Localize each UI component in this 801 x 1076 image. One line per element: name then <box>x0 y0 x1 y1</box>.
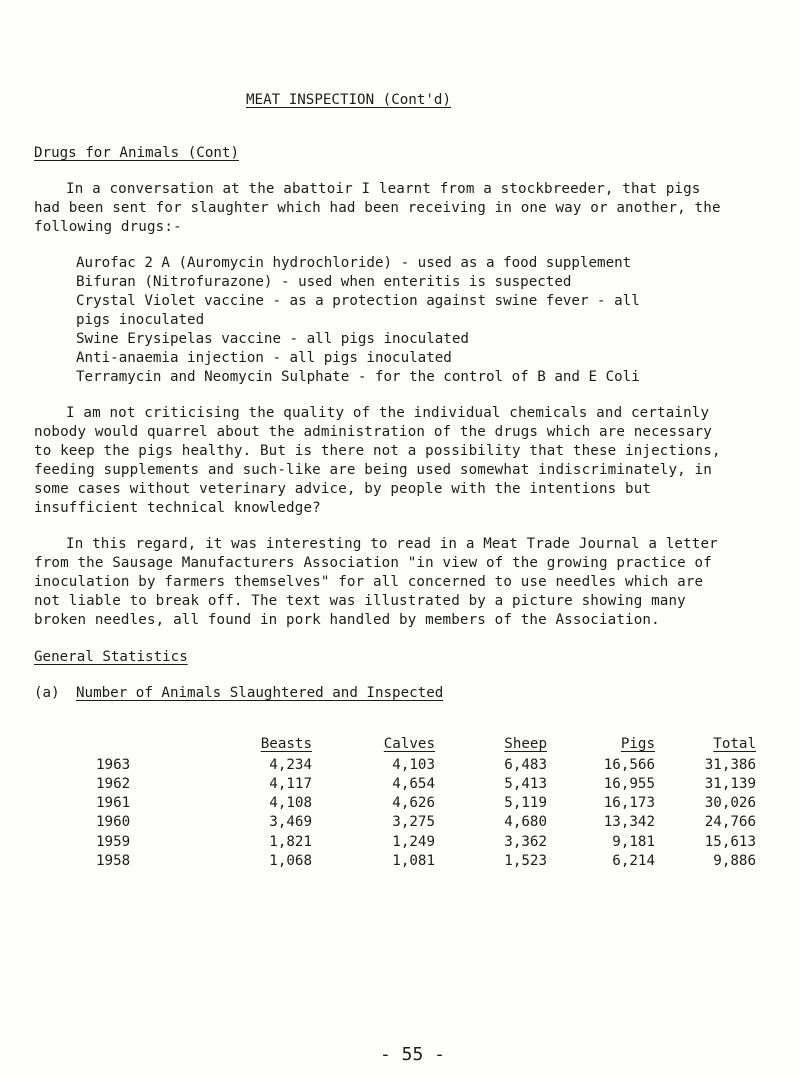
paragraph-line: insufficient technical knowledge? <box>34 500 321 516</box>
table-cell: 16,173 <box>603 795 655 812</box>
section-heading-drugs: Drugs for Animals (Cont) <box>34 145 239 161</box>
table-cell: 15,613 <box>704 833 756 850</box>
column-header-label: Pigs <box>620 736 655 752</box>
page-number: - 55 - <box>380 1044 446 1065</box>
year-cell: 1961 <box>96 795 131 812</box>
table-cell: 5,119 <box>504 795 547 812</box>
year-cell: 1960 <box>96 814 131 831</box>
table-header-row <box>96 736 756 755</box>
drug-item: Aurofac 2 A (Auromycin hydrochloride) - used as a food supplement <box>76 255 632 271</box>
year-column-header <box>96 736 188 755</box>
table-cell: 4,680 <box>504 814 547 831</box>
column-header-label: Calves <box>383 736 435 752</box>
table-cell: 3,469 <box>269 814 312 831</box>
drug-item: Swine Erysipelas vaccine - all pigs inoculated <box>76 331 469 347</box>
paragraph-line: I am not criticising the quality of the individual chemicals and certainly <box>66 405 710 421</box>
table-cell: 31,139 <box>704 775 756 792</box>
column-header <box>188 736 312 755</box>
table-cell: 16,566 <box>603 756 655 773</box>
year-cell: 1958 <box>96 852 131 869</box>
paragraph-line: some cases without veterinary advice, by people with the intentions but <box>34 481 652 497</box>
table-row <box>96 794 756 813</box>
table-cell: 6,483 <box>504 756 547 773</box>
table-row <box>96 774 756 793</box>
column-header-label: Beasts <box>260 736 312 752</box>
year-cell: 1962 <box>96 775 131 792</box>
table-cell: 1,821 <box>269 833 312 850</box>
table-label: (a) <box>34 685 60 701</box>
drug-item-continuation: pigs inoculated <box>76 312 205 328</box>
table-cell: 5,413 <box>504 775 547 792</box>
table-row <box>96 755 756 774</box>
table-cell: 13,342 <box>603 814 655 831</box>
year-cell: 1963 <box>96 756 131 773</box>
column-header <box>435 736 547 755</box>
table-cell: 16,955 <box>603 775 655 792</box>
page-title: MEAT INSPECTION (Cont'd) <box>246 92 451 108</box>
table-cell: 4,626 <box>392 795 435 812</box>
paragraph-line: In this regard, it was interesting to read in a Meat Trade Journal a letter <box>66 536 718 552</box>
table-cell: 9,181 <box>612 833 655 850</box>
table-cell: 9,886 <box>713 852 756 869</box>
paragraph-line: broken needles, all found in pork handled by members of the Association. <box>34 612 660 628</box>
table-row <box>96 813 756 832</box>
drug-item: Crystal Violet vaccine - as a protection against swine fever - all <box>76 293 640 309</box>
table-row <box>96 851 756 870</box>
table-cell: 3,362 <box>504 833 547 850</box>
column-header <box>547 736 655 755</box>
drug-item: Bifuran (Nitrofurazone) - used when enteritis is suspected <box>76 274 572 290</box>
paragraph-line: to keep the pigs healthy. But is there not a possibility that these injections, <box>34 443 721 459</box>
drug-item: Terramycin and Neomycin Sulphate - for the control of B and E Coli <box>76 369 640 385</box>
table-cell: 4,103 <box>392 756 435 773</box>
intro-line: following drugs:- <box>34 219 182 235</box>
paragraph-line: feeding supplements and such-like are being used somewhat indiscriminately, in <box>34 462 712 478</box>
paragraph-line: from the Sausage Manufacturers Association "in view of the growing practice of <box>34 555 712 571</box>
table-cell: 1,249 <box>392 833 435 850</box>
intro-line: had been sent for slaughter which had been receiving in one way or another, the <box>34 200 721 216</box>
column-header-label: Sheep <box>504 736 547 752</box>
column-header <box>655 736 756 755</box>
table-cell: 4,654 <box>392 775 435 792</box>
column-header <box>312 736 435 755</box>
paragraph-line: not liable to break off. The text was illustrated by a picture showing many <box>34 593 686 609</box>
table-row <box>96 832 756 851</box>
table-cell: 24,766 <box>704 814 756 831</box>
table-cell: 4,234 <box>269 756 312 773</box>
table-cell: 31,386 <box>704 756 756 773</box>
table-cell: 1,523 <box>504 852 547 869</box>
intro-line: In a conversation at the abattoir I learnt from a stockbreeder, that pigs <box>66 181 701 197</box>
drug-item: Anti-anaemia injection - all pigs inoculated <box>76 350 452 366</box>
table-cell: 1,081 <box>392 852 435 869</box>
table-title: Number of Animals Slaughtered and Inspected <box>76 685 444 701</box>
table-cell: 3,275 <box>392 814 435 831</box>
paragraph-line: inoculation by farmers themselves" for all concerned to use needles which are <box>34 574 704 590</box>
statistics-table <box>96 736 756 870</box>
paragraph-line: nobody would quarrel about the administration of the drugs which are necessary <box>34 424 712 440</box>
table-cell: 6,214 <box>612 852 655 869</box>
table-cell: 4,108 <box>269 795 312 812</box>
column-header-label: Total <box>713 736 756 752</box>
year-cell: 1959 <box>96 833 131 850</box>
section-heading-statistics: General Statistics <box>34 649 188 665</box>
table-cell: 1,068 <box>269 852 312 869</box>
table-cell: 30,026 <box>704 795 756 812</box>
table-cell: 4,117 <box>269 775 312 792</box>
